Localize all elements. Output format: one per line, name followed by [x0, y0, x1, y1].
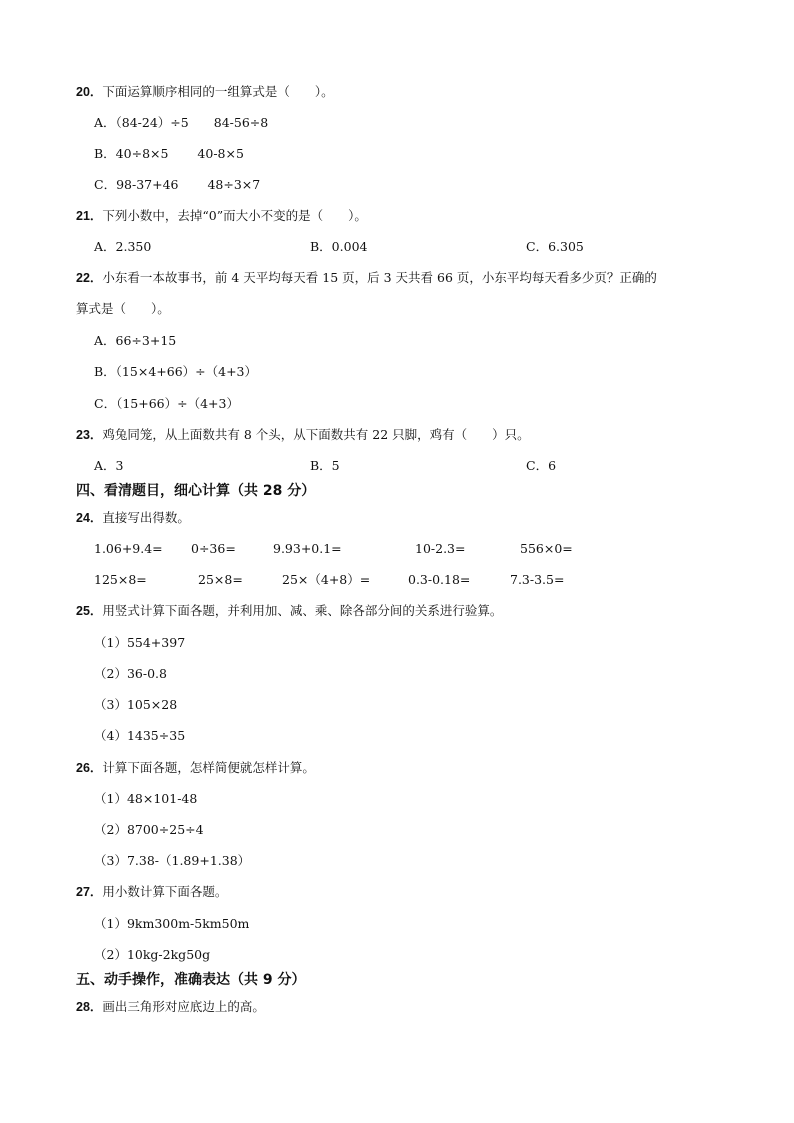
- option-c: C．98-37+46 48÷3×7: [94, 177, 261, 192]
- question-number: 23．: [76, 428, 103, 442]
- question-28: [76, 999, 265, 1015]
- option-c: C．6.305: [526, 239, 584, 254]
- option-a: A．66÷3+15: [94, 333, 177, 348]
- option-c: C．6: [526, 458, 557, 473]
- calc-item: 25×（4+8）=: [282, 572, 371, 587]
- question-number: 27．: [76, 885, 103, 899]
- question-24: [76, 510, 190, 526]
- question-text: 用竖式计算下面各题，并利用加、减、乘、除各部分间的关系进行验算。: [102, 603, 503, 618]
- calc-item: 556×0=: [520, 541, 573, 556]
- question-26: [76, 760, 315, 776]
- sub-item: （1）9km300m-5km50m: [94, 916, 250, 931]
- sub-item: （3）7.38-（1.89+1.38）: [94, 853, 251, 868]
- question-text: 直接写出得数。: [102, 510, 190, 525]
- calc-item: 9.93+0.1=: [273, 541, 342, 556]
- question-text: 下列小数中，去掉“0”而大小不变的是（ ）。: [102, 208, 367, 223]
- calc-item: 1.06+9.4=: [94, 541, 163, 556]
- calc-item: 125×8=: [94, 572, 147, 587]
- question-text: 下面运算顺序相同的一组算式是（ ）。: [102, 84, 334, 99]
- option-b: B．5: [310, 458, 340, 473]
- sub-item: （2）36-0.8: [94, 666, 167, 681]
- calc-item: 0÷36=: [191, 541, 236, 556]
- option-c: C．（15+66）÷（4+3）: [94, 396, 239, 411]
- section-5-heading: 五、动手操作，准确表达（共 9 分）: [76, 972, 306, 988]
- option-b: B．（15×4+66）÷（4+3）: [94, 364, 258, 379]
- question-number: 26．: [76, 761, 103, 775]
- calc-item: 10-2.3=: [415, 541, 466, 556]
- sub-item: （1）48×101-48: [94, 791, 198, 806]
- calc-item: 25×8=: [198, 572, 243, 587]
- question-text: 画出三角形对应底边上的高。: [102, 999, 265, 1014]
- sub-item: （4）1435÷35: [94, 728, 186, 743]
- question-number: 28．: [76, 1000, 103, 1014]
- question-21: [76, 208, 367, 224]
- question-23: [76, 427, 530, 443]
- question-number: 21．: [76, 209, 103, 223]
- question-number: 25．: [76, 604, 103, 618]
- sub-item: （3）105×28: [94, 697, 178, 712]
- question-number: 24．: [76, 511, 103, 525]
- question-25: [76, 603, 502, 619]
- question-text-line1: 小东看一本故事书，前 4 天平均每天看 15 页，后 3 天共看 66 页，小东平均每天看多少页？正确的: [102, 270, 657, 285]
- calc-item: 7.3-3.5=: [510, 572, 565, 587]
- sub-item: （2）8700÷25÷4: [94, 822, 204, 837]
- sub-item: （2）10kg-2kg50g: [94, 947, 211, 962]
- question-22: [76, 270, 657, 286]
- option-a: A．（84-24）÷5 84-56÷8: [94, 115, 269, 130]
- question-20: [76, 84, 334, 100]
- question-text-line2: 算式是（ ）。: [76, 301, 170, 316]
- question-number: 22．: [76, 271, 103, 285]
- option-b: B．40÷8×5 40-8×5: [94, 146, 244, 161]
- calc-item: 0.3-0.18=: [408, 572, 471, 587]
- option-a: A．2.350: [94, 239, 152, 254]
- option-b: B．0.004: [310, 239, 368, 254]
- question-number: 20．: [76, 85, 103, 99]
- question-text: 用小数计算下面各题。: [102, 884, 228, 899]
- sub-item: （1）554+397: [94, 635, 186, 650]
- section-4-heading: 四、看清题目，细心计算（共 28 分）: [76, 483, 316, 499]
- option-a: A．3: [94, 458, 124, 473]
- question-text: 计算下面各题，怎样简便就怎样计算。: [102, 760, 315, 775]
- question-27: [76, 884, 227, 900]
- question-text: 鸡兔同笼，从上面数共有 8 个头，从下面数共有 22 只脚，鸡有（ ）只。: [102, 427, 530, 442]
